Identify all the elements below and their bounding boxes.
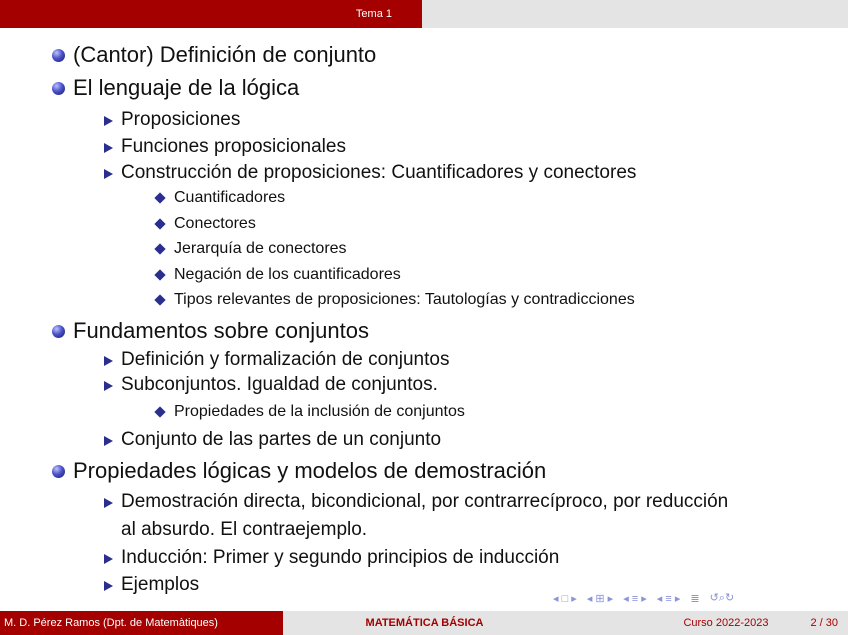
outline-item-text: Demostración directa, bicondicional, por contrarrecíproco, por reducción al absurdo. El contraejemplo. (121, 491, 729, 540)
outline-subsubitem (154, 189, 285, 207)
outline-item (52, 318, 369, 344)
outline-subitem (104, 109, 240, 131)
footer-course-title: MATEMÁTICA BÁSICA (365, 617, 484, 629)
diamond-bullet-icon (154, 243, 165, 254)
triangle-bullet-icon (104, 436, 113, 446)
triangle-bullet-icon (104, 143, 113, 153)
outline-subitem (104, 162, 636, 184)
footer-author (0, 611, 283, 635)
diamond-bullet-icon (154, 192, 165, 203)
outline-item-text: Cuantificadores (174, 189, 286, 206)
triangle-bullet-icon (104, 169, 113, 179)
nav-slide-icon[interactable]: ◂ ≡ ▸ (656, 592, 681, 605)
outline-subitem (104, 429, 441, 451)
diamond-bullet-icon (154, 294, 165, 305)
outline-item-text: Propiedades lógicas y modelos de demostración (73, 458, 547, 483)
triangle-bullet-icon (104, 554, 113, 564)
footer-info (566, 611, 848, 635)
outline-subsubitem (154, 215, 256, 233)
outline-subsubitem (154, 266, 401, 284)
diamond-bullet-icon (154, 269, 165, 280)
footer-author-text: M. D. Pérez Ramos (Dpt. de Matemàtiques) (4, 617, 218, 629)
outline-item-text: Conectores (174, 215, 256, 232)
outline-subitem (104, 547, 559, 569)
ball-bullet-icon (52, 82, 65, 95)
beamer-navigation (553, 591, 734, 605)
outline-subitem (104, 574, 199, 596)
outline-item-text: Ejemplos (121, 574, 200, 595)
outline-subitem (104, 136, 346, 158)
outline-item-text: Subconjuntos. Igualdad de conjuntos. (121, 374, 438, 395)
diamond-bullet-icon (154, 218, 165, 229)
ball-bullet-icon (52, 49, 65, 62)
outline-subsubitem (154, 291, 635, 309)
outline-subitem (104, 349, 449, 371)
nav-subsection-icon[interactable]: ◂ ⊞ ▸ (586, 592, 614, 605)
footer-course (283, 611, 566, 635)
triangle-bullet-icon (104, 381, 113, 391)
header-title: Tema 1 (355, 8, 392, 20)
ball-bullet-icon (52, 465, 65, 478)
outline-subitem (104, 488, 744, 544)
header-fill (422, 0, 848, 28)
outline-item-text: Definición y formalización de conjuntos (121, 349, 450, 370)
outline-item-text: Inducción: Primer y segundo principios de inducción (121, 547, 560, 568)
diamond-bullet-icon (154, 406, 165, 417)
outline-item (52, 75, 299, 101)
outline-item-text: Negación de los cuantificadores (174, 266, 401, 283)
outline-item-text: Proposiciones (121, 109, 241, 130)
outline-subsubitem (154, 240, 347, 258)
outline-item-text: Conjunto de las partes de un conjunto (121, 429, 442, 450)
ball-bullet-icon (52, 325, 65, 338)
footer-date: Curso 2022-2023 (683, 617, 769, 629)
triangle-bullet-icon (104, 498, 113, 508)
triangle-bullet-icon (104, 356, 113, 366)
nav-section-icon[interactable]: ◂ ≡ ▸ (623, 592, 647, 605)
header-section (0, 0, 422, 28)
triangle-bullet-icon (104, 581, 113, 591)
page-number: 2 / 30 (810, 617, 838, 629)
outline-subsubitem (154, 403, 465, 421)
outline-item-text: El lenguaje de la lógica (73, 75, 300, 100)
nav-align-icon[interactable]: ≣ (690, 592, 700, 605)
footer-bar (0, 611, 848, 635)
outline-item-text: Construcción de proposiciones: Cuantificadores y conectores (121, 162, 637, 183)
nav-search-icon[interactable]: ↺⌕↻ (709, 592, 735, 604)
outline-subitem (104, 374, 438, 396)
triangle-bullet-icon (104, 116, 113, 126)
outline-item-text: Funciones proposicionales (121, 136, 346, 157)
outline-item-text: Propiedades de la inclusión de conjuntos (174, 403, 465, 420)
outline-item-text: Jerarquía de conectores (174, 240, 347, 257)
header-bar (0, 0, 848, 28)
outline-item-text: (Cantor) Definición de conjunto (73, 42, 377, 67)
nav-frame-prev-icon[interactable]: ◂ □ ▸ (553, 592, 577, 605)
outline-item (52, 42, 376, 68)
outline-item (52, 458, 546, 484)
outline-item-text: Fundamentos sobre conjuntos (73, 318, 369, 343)
outline-item-text: Tipos relevantes de proposiciones: Tautologías y contradicciones (174, 291, 635, 308)
